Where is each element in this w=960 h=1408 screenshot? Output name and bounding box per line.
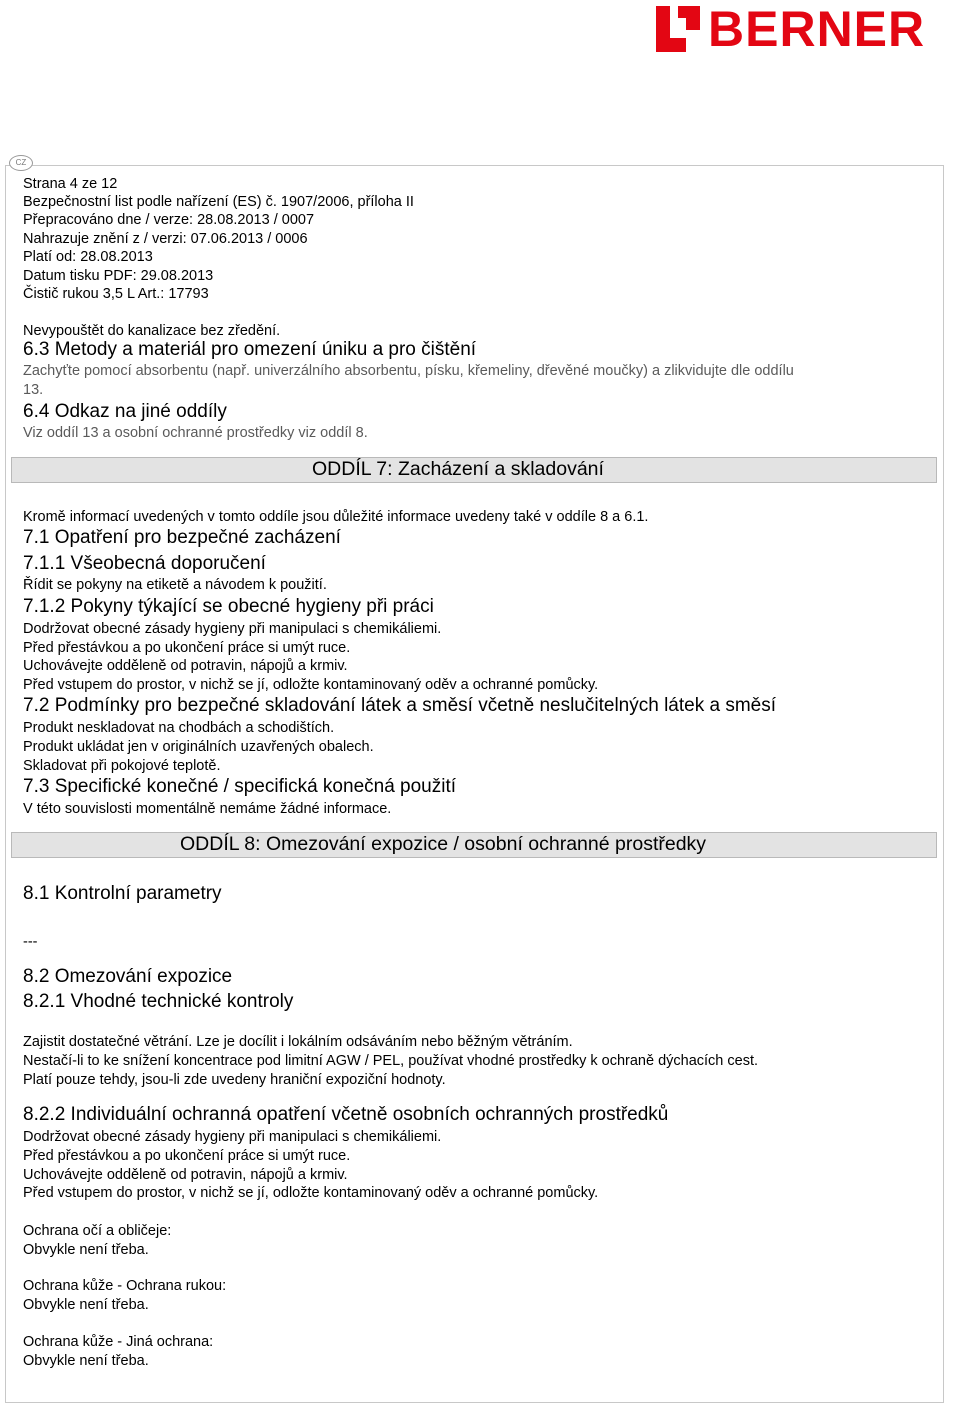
section7-intro: Kromě informací uvedených v tomto oddíle jsou důležité informace uvedeny také v oddíle 8 a 6.1. [23,509,649,525]
text-7-1-1: Řídit se pokyny na etiketě a návodem k použití. [23,577,327,593]
heading-7-1-2: 7.1.2 Pokyny týkající se obecné hygieny při práci [23,596,434,617]
header-regulation: Bezpečnostní list podle nařízení (ES) č. 1907/2006, příloha II [23,194,414,210]
hand-protection-label: Ochrana kůže - Ochrana rukou: [23,1278,227,1294]
heading-6-3: 6.3 Metody a materiál pro omezení úniku a pro čištění [23,339,477,360]
berner-logo-mark-icon [656,6,700,52]
text-8-2-2-line4: Před vstupem do prostor, v nichž se jí, odložte kontaminovaný oděv a ochranné pomůcky. [23,1185,599,1201]
header-replaces: Nahrazuje znění z / verzi: 07.06.2013 / 0006 [23,231,308,247]
hand-protection-value: Obvykle není třeba. [23,1297,149,1313]
heading-8-2-1: 8.2.1 Vhodné technické kontroly [23,991,294,1012]
header-valid-from: Platí od: 28.08.2013 [23,249,153,265]
text-7-2-line1: Produkt neskladovat na chodbách a schodištích. [23,720,335,736]
skin-protection-label: Ochrana kůže - Jiná ochrana: [23,1334,214,1350]
eye-protection-label: Ochrana očí a obličeje: [23,1223,172,1239]
heading-6-4: 6.4 Odkaz na jiné oddíly [23,401,227,422]
text-8-2-1-line1: Zajistit dostatečné větrání. Lze je docílit i lokálním odsáváním nebo běžným větráním. [23,1034,573,1050]
berner-logo [656,1,956,57]
text-8-2-2-line1: Dodržovat obecné zásady hygieny při manipulaci s chemikáliemi. [23,1129,442,1145]
text-8-2-2-line3: Uchovávejte odděleně od potravin, nápojů a krmiv. [23,1167,348,1183]
section7-header-band [11,457,937,483]
control-parameters-placeholder: --- [23,934,38,950]
heading-8-2-2: 8.2.2 Individuální ochranná opatření včetně osobních ochranných prostředků [23,1104,669,1125]
header-revised: Přepracováno dne / verze: 28.08.2013 / 0007 [23,212,315,228]
section8-title: ODDÍL 8: Omezování expozice / osobní ochranné prostředky [180,833,707,855]
heading-7-1-1: 7.1.1 Všeobecná doporučení [23,553,266,574]
text-8-2-1-line2: Nestačí-li to ke snížení koncentrace pod limitní AGW / PEL, používat vhodné prostředky k ochraně dýchacích cest. [23,1053,759,1069]
text-8-2-2-line2: Před přestávkou a po ukončení práce si umýt ruce. [23,1148,351,1164]
text-6-4: Viz oddíl 13 a osobní ochranné prostředky viz oddíl 8. [23,425,368,441]
eye-protection-value: Obvykle není třeba. [23,1242,149,1258]
header-page-number: Strana 4 ze 12 [23,176,118,192]
text-7-1-2-line1: Dodržovat obecné zásady hygieny při manipulaci s chemikáliemi. [23,621,442,637]
heading-7-2: 7.2 Podmínky pro bezpečné skladování látek a směsí včetně neslučitelných látek a směsí [23,695,777,716]
header-product: Čistič rukou 3,5 L Art.: 17793 [23,286,209,302]
text-7-3: V této souvislosti momentálně nemáme žádné informace. [23,801,392,817]
text-8-2-1-line3: Platí pouze tehdy, jsou-li zde uvedeny hraniční expoziční hodnoty. [23,1072,446,1088]
heading-8-2: 8.2 Omezování expozice [23,966,233,987]
text-7-1-2-line3: Uchovávejte odděleně od potravin, nápojů a krmiv. [23,658,348,674]
text-6-3-line1: Zachyťte pomocí absorbentu (např. univerzálního absorbentu, písku, křemeliny, dřevěné moučky) a zlikvidujte dle oddílu [23,363,794,379]
text-7-2-line3: Skladovat při pokojové teplotě. [23,758,221,774]
text-7-1-2-line2: Před přestávkou a po ukončení práce si umýt ruce. [23,640,351,656]
heading-7-1: 7.1 Opatření pro bezpečné zacházení [23,527,341,548]
heading-7-3: 7.3 Specifické konečné / specifická konečná použití [23,776,457,797]
skin-protection-value: Obvykle není třeba. [23,1353,149,1369]
section8-header-band [11,832,937,858]
section6-note: Nevypouštět do kanalizace bez zředění. [23,323,281,339]
language-badge: CZ [9,155,33,171]
berner-logo-text: BERNER [708,1,926,57]
section7-title: ODDÍL 7: Zacházení a skladování [312,458,604,480]
header-print-date: Datum tisku PDF: 29.08.2013 [23,268,214,284]
text-6-3-line2: 13. [23,382,44,398]
text-7-1-2-line4: Před vstupem do prostor, v nichž se jí, odložte kontaminovaný oděv a ochranné pomůcky. [23,677,599,693]
heading-8-1: 8.1 Kontrolní parametry [23,883,222,904]
text-7-2-line2: Produkt ukládat jen v originálních uzavřených obalech. [23,739,374,755]
